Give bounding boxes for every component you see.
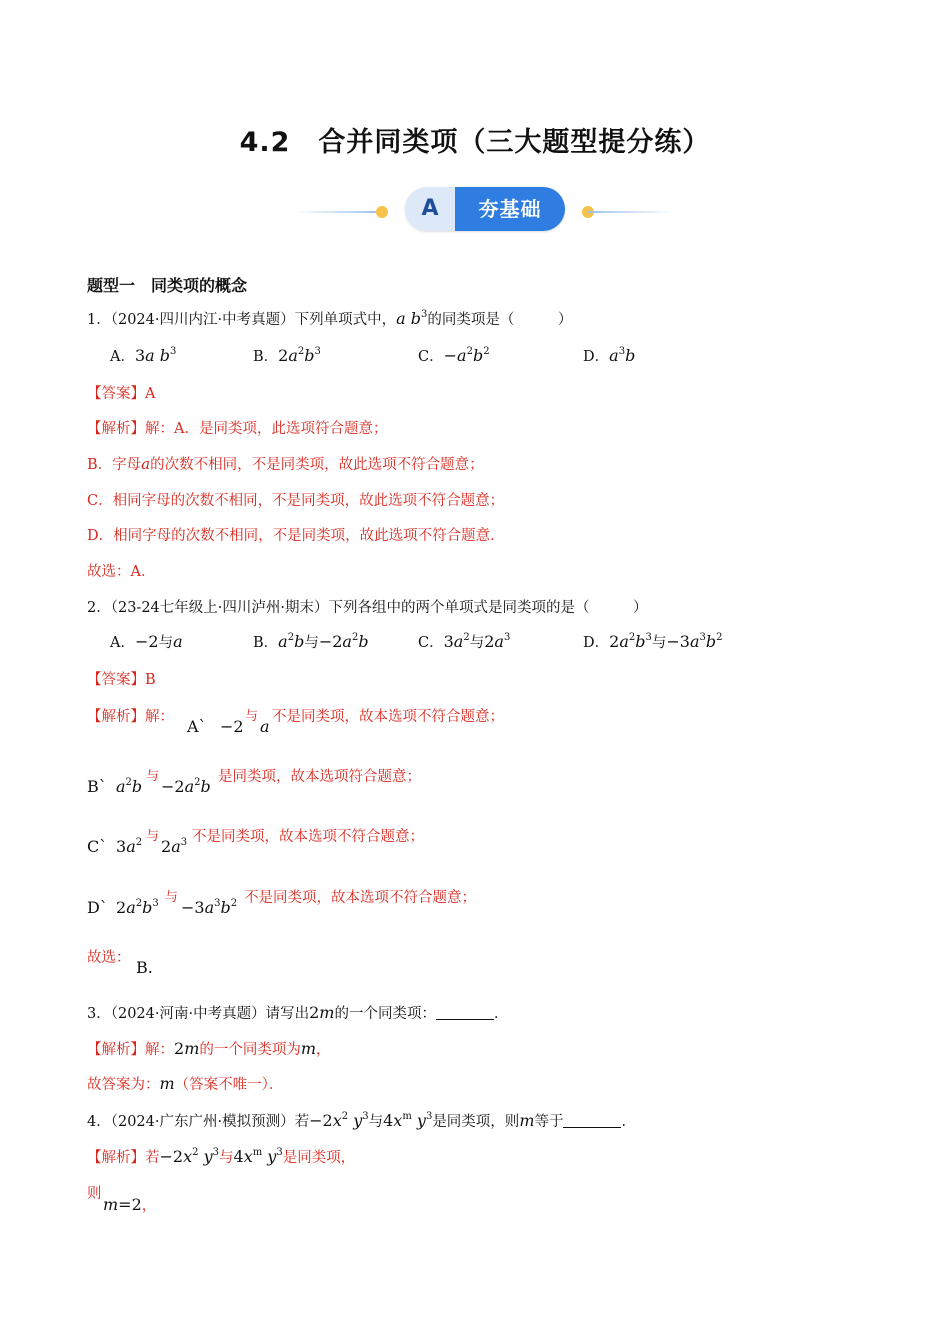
q2-option-a: A．−2与a: [110, 632, 183, 651]
q2-expr-c2: $2a^3$: [161, 837, 188, 856]
q1-analysis-3: C．相同字母的次数不相同，不是同类项，故此选项不符合题意；: [87, 493, 505, 509]
question-2: 2．（23-24七年级上·四川泸州·期末）下列各组中的两个单项式是同类项的是（ ）: [87, 600, 648, 616]
badge-text: 夯基础: [455, 187, 565, 231]
q1-answer: 【答案】A: [87, 386, 156, 402]
q2-yu-d: 与: [165, 890, 179, 905]
q2-text-a: 不是同类项，故本选项不符合题意；: [272, 709, 504, 725]
q4-then: 则: [87, 1186, 102, 1202]
q1-analysis-1: 【解析】解：A．是同类项，此选项符合题意；: [87, 421, 388, 437]
q2-expr-c1: $3a^2$: [116, 837, 143, 856]
question-3: 3．（2024·河南·中考真题）请写出2m的一个同类项： ．: [87, 1003, 509, 1022]
q2-chosen: B.: [136, 958, 153, 977]
q2-analysis-head: 【解析】解：: [87, 709, 174, 725]
q2-label-b: B`: [87, 777, 107, 796]
question-1: 1．（2024·四川内江·中考真题）下列单项式中，a $b^3$的同类项是（ ）: [87, 309, 573, 328]
q1-option-c: C．$-a^2b^2$: [418, 346, 490, 365]
q2-label-d: D`: [87, 898, 108, 917]
q2-expr-a1: −2: [220, 717, 244, 736]
q2-option-b: B．$a^2b$与$-2a^2b$: [253, 632, 369, 651]
q2-text-c: 不是同类项，故本选项不符合题意；: [192, 829, 424, 845]
q1-option-a: A．3a $b^3$: [110, 346, 177, 365]
q2-answer: 【答案】B: [87, 672, 156, 688]
q1-analysis-2: B．字母a的次数不相同，不是同类项，故此选项不符合题意；: [87, 455, 484, 473]
badge-right-line: [588, 211, 672, 213]
section-heading: 题型一 同类项的概念: [87, 276, 248, 295]
q4-blank: [563, 1113, 621, 1128]
q2-yu-a: 与: [245, 709, 259, 724]
q2-choose: 故选：: [87, 950, 131, 966]
q3-answer: 故答案为：m（答案不唯一）．: [87, 1074, 284, 1093]
q2-expr-a2: a: [260, 717, 270, 736]
q2-option-d: D．$2a^2b^3$与$-3a^3b^2$: [583, 632, 723, 651]
q2-expr-d2: $-3a^3b^2$: [181, 898, 238, 917]
q2-label-a: A`: [187, 717, 207, 736]
q2-expr-b1: $a^2b$: [116, 777, 143, 796]
q1-analysis-5: 故选：A．: [87, 564, 156, 580]
page-title: 4.2 合并同类项（三大题型提分练）: [239, 127, 711, 158]
badge-left-dot: [376, 206, 388, 218]
q3-blank: [436, 1005, 494, 1020]
badge-left-line: [296, 211, 380, 213]
level-badge: [405, 187, 565, 231]
q1-analysis-4: D．相同字母的次数不相同，不是同类项，故此选项不符合题意．: [87, 528, 505, 544]
badge-letter: A: [405, 187, 455, 231]
q2-text-b: 是同类项，故本选项符合题意；: [218, 769, 421, 785]
q2-label-c: C`: [87, 837, 108, 856]
q2-expr-d1: $2a^2b^3$: [116, 898, 159, 917]
q2-expr-b2: $-2a^2b$: [161, 777, 211, 796]
q1-option-d: D．$a^3b$: [583, 346, 636, 365]
q2-option-c: C．$3a^2$与$2a^3$: [418, 632, 511, 651]
q4-analysis: 【解析】若$-2x^2$ $y^3$与$4x^m$ $y^3$是同类项，: [87, 1147, 356, 1166]
question-4: 4．（2024·广东广州·模拟预测）若$-2x^2$ $y^3$与$4x^m$ $y^3$是同类项，则m等于 ．: [87, 1111, 636, 1130]
q2-yu-b: 与: [146, 769, 160, 784]
q2-text-d: 不是同类项，故本选项不符合题意；: [244, 890, 476, 906]
q4-result: m=2，: [103, 1195, 157, 1214]
q3-analysis: 【解析】解：2m的一个同类项为m，: [87, 1039, 331, 1058]
q1-option-b: B．$2a^2b^3$: [253, 346, 321, 365]
q2-yu-c: 与: [146, 829, 160, 844]
